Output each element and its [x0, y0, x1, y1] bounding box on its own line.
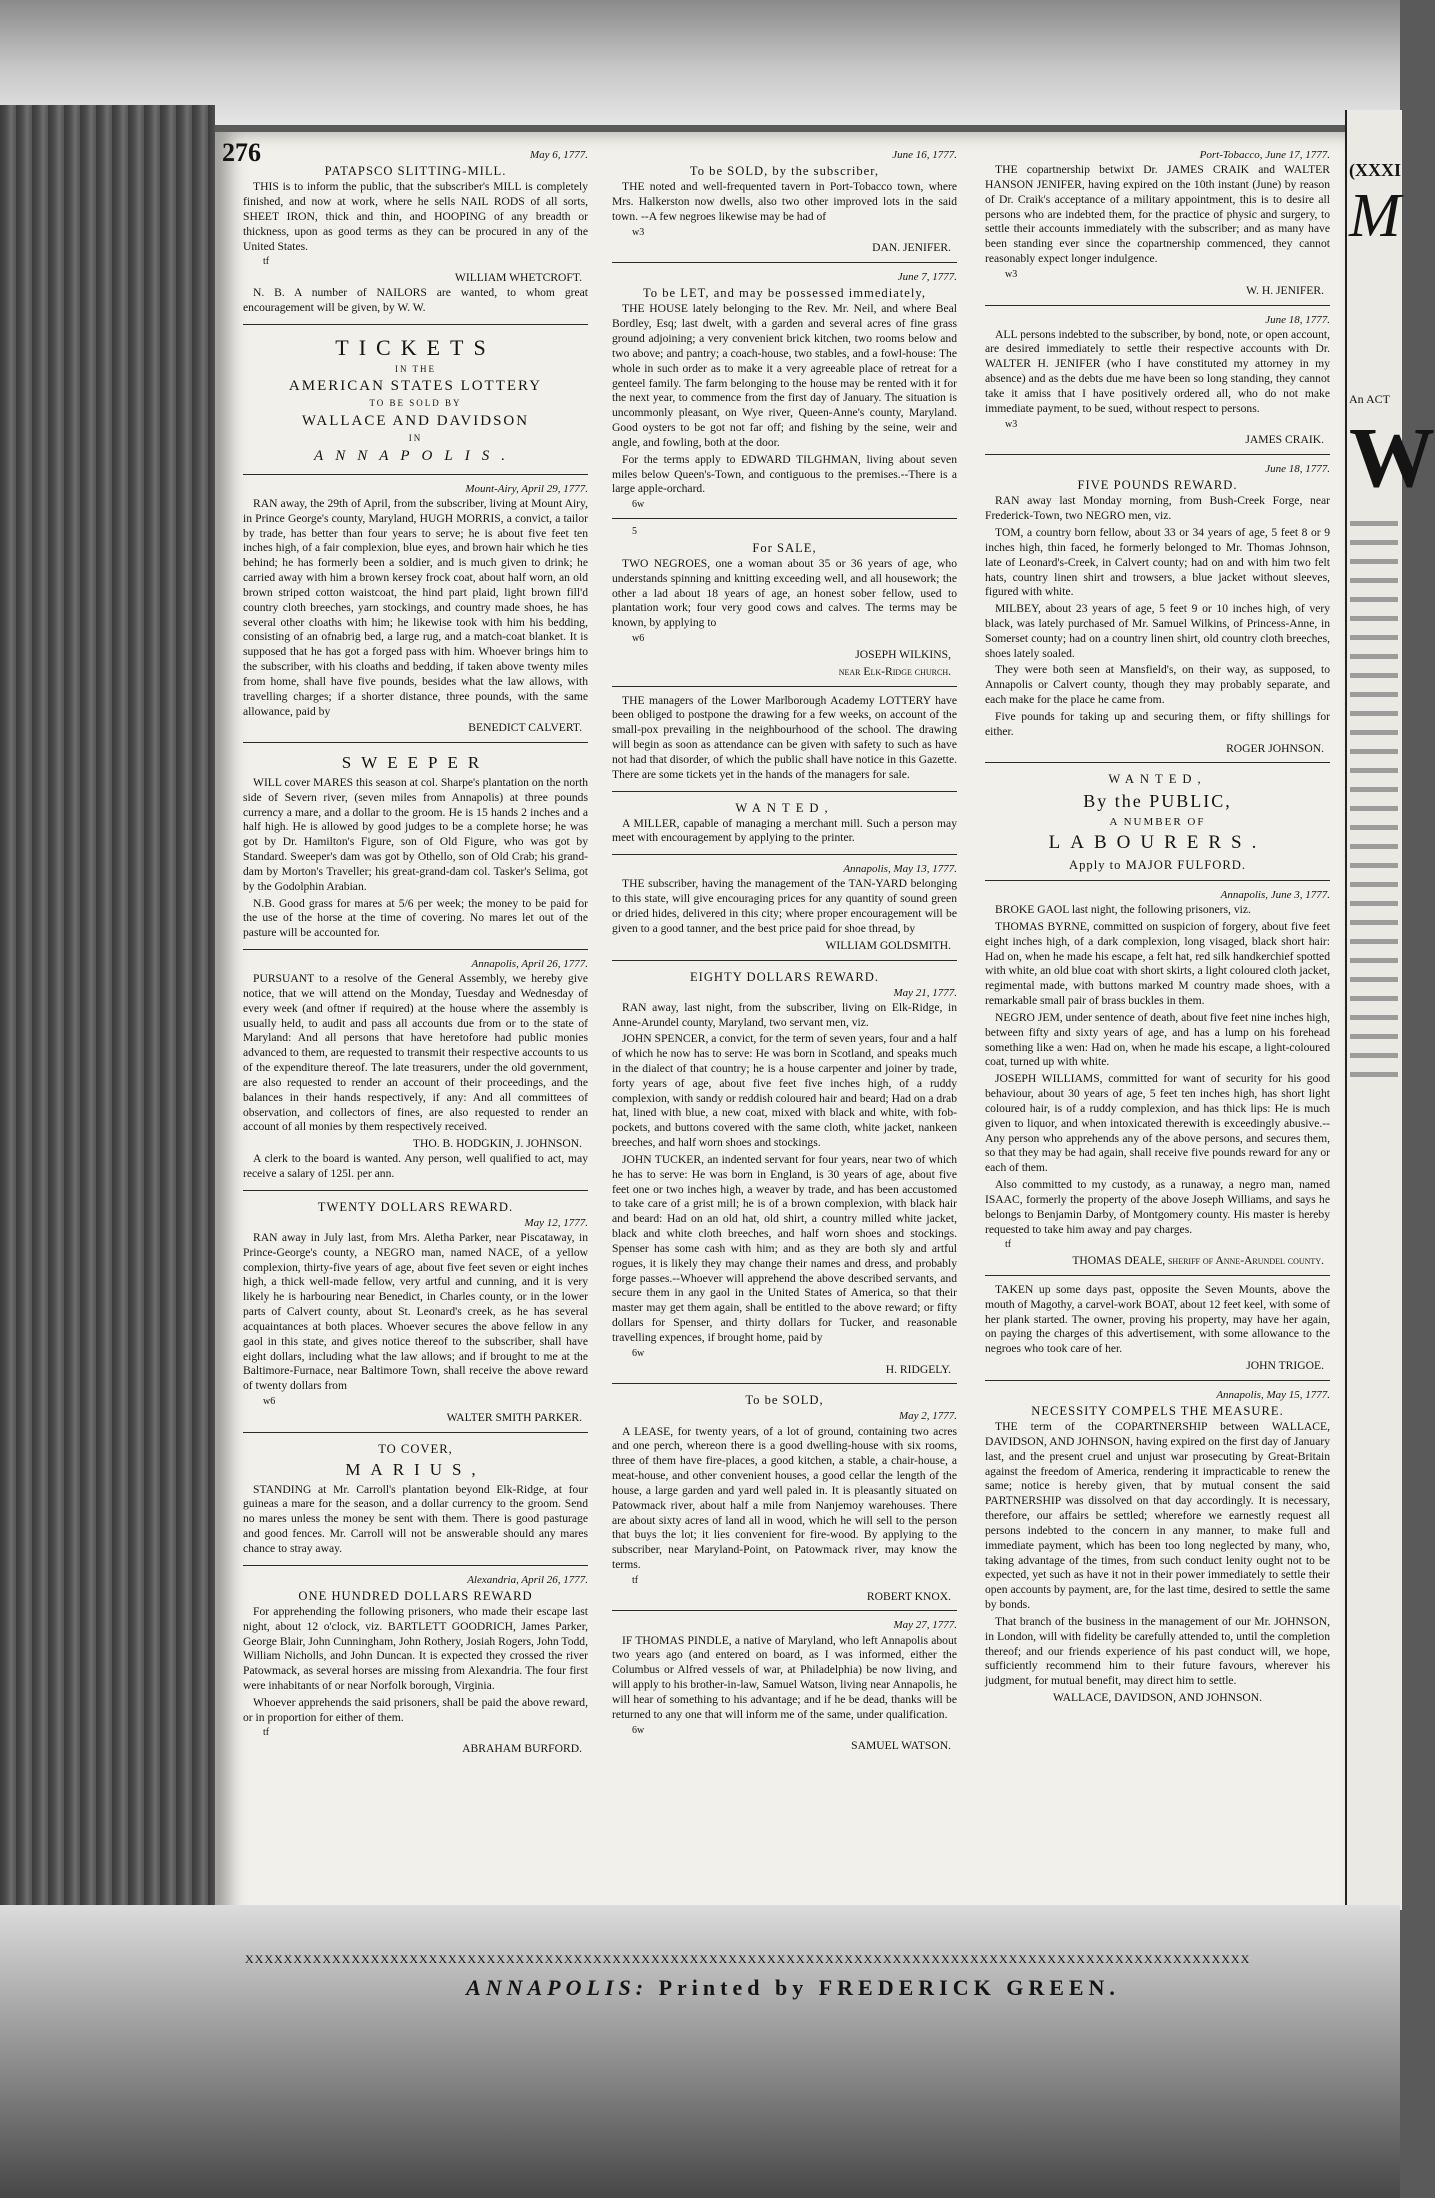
ad-heading: ONE HUNDRED DOLLARS REWARD — [298, 1588, 533, 1603]
city-name: ANNAPOLIS. — [314, 447, 517, 464]
ad-boat-taken-up — [985, 1280, 1330, 1381]
insertion-mark: tf — [632, 1574, 639, 1586]
ad-note: N.B. Good grass for mares at 5/6 per week; the money to be paid for the use of the horse at the time of covering. No mares let out of the pasture will be accounted for. — [243, 896, 588, 940]
lottery-name: AMERICAN STATES LOTTERY — [288, 378, 543, 395]
insertion-mark: 6w — [632, 499, 645, 511]
prisoner-williams: JOSEPH WILLIAMS, committed for want of security for his good behaviour, about 30 years of age, 5 feet ten inches high, has short light coloured hair, is of a ruddy complexion, and has thick lips: He is much given to liquor, and when intoxicated therewith is exceedingly abusive.--Any person who apprehends any of the above persons, and secures them, so that they may be had again, shall receive five pounds reward for any or each of them. — [985, 1072, 1330, 1175]
ad-debts-craik — [985, 310, 1330, 456]
ad-signature: JOHN TRIGOE. — [1246, 1359, 1324, 1373]
ad-body: THIS is to inform the public, that the subscriber's MILL is completely finished, and now at work, where he sells NAIL RODS of all sorts, SHEET IRON, thick and thin, and HOOPING of any breadth or thickness, upon as good terms as they can be procured in any of the United States. — [243, 180, 588, 253]
ad-lease-sale — [612, 1388, 957, 1611]
labourers-heading: LABOURERS. — [1048, 831, 1267, 853]
ad-body: THE subscriber, having the management of the TAN-YARD belonging to this state, will give encouraging prices for any quantity of sound green or dried hides, delivered in this city; where proper encouragement will be given to a good tanner, and the best price paid for shoe thread, by — [612, 877, 957, 935]
column-2 — [612, 145, 957, 1764]
ad-runaway-morris — [243, 479, 588, 743]
ad-heading: TWENTY DOLLARS REWARD. — [317, 1199, 514, 1214]
tickets-heading: TICKETS — [335, 334, 496, 360]
ad-eighty-dollars — [612, 965, 957, 1385]
ad-subhead: To be SOLD, by the subscriber, — [689, 164, 880, 179]
ad-body: RAN away in July last, from Mrs. Aletha Parker, near Piscataway, in Prince-George's county, a NEGRO man, named NACE, of a yellow complexion, thirty-five years of age, about five feet seven or eight inches high, a thick well-made fellow, very artful and cunning, and it is very likely he is harbouring near Benedict, in Charles county, or in the lower parts of Calvert county, about St. Leonard's creek, as he has several acquaintances at both places. Whoever secures the above fellow in any gaol in this state, and gives notice thereof to the subscriber, shall have eight dollars, including what the law allows; and if brought to me at the Baltimore-Furnace, near Baltimore Town, shall receive the above reward of twenty dollars from — [243, 1230, 588, 1393]
imprint-printer: Printed by FREDERICK GREEN. — [658, 1975, 1120, 2000]
ad-body: THE term of the COPARTNERSHIP between WALLACE, DAVIDSON, AND JOHNSON, having expired on the first day of January last, and the present cruel and unjust war prosecuting by Great-Britain against the freedom of America, rendering it impracticable to renew the same; notice is hereby given, that by mutual consent the said PARTNERSHIP was dissolved on that day accordingly. It is necessary, therefore, our affairs be settled; wherefore we earnestly request all persons indebted to the concern in any manner, to make full and immediate payment, which has been too long neglected by many, who, taking advantage of the times, from such conduct lenity ought not to be expected, yet such as have it not in their power immediately to settle their open accounts by payment, are, for the last time, desired to settle the same by bonds. — [985, 1420, 1330, 1612]
printer-imprint — [243, 1975, 1343, 2001]
ad-body: A MILLER, capable of managing a merchant mill. Such a person may meet with encouragement by applying to the printer. — [612, 816, 957, 845]
dateline: Annapolis, June 3, 1777. — [1220, 889, 1330, 902]
insertion-mark: 6w — [632, 1724, 645, 1736]
ad-note: N. B. A number of NAILORS are wanted, to whom great encouragement will be given, by W. W. — [243, 285, 588, 314]
dateline: Port-Tobacco, June 17, 1777. — [1199, 149, 1330, 161]
ad-body: WILL cover MARES this season at col. Sharpe's plantation on the north side of Severn river, (seven miles from Annapolis) at three pounds currency a mare, and a dollar to the groom. He is 15 hands 2 inches and a half high. He is allowed by good judges to be a complete horse; he was got by Dr. Hamilton's Figure, son of Old Figure, who was got by Standard. Sweeper's dam was got by Othello, son of Old Crab; his grand-dam by Morton's Traveller; his great-grand-dam col. Tasker's Selima, got by the Godolphin Arabian. — [243, 775, 588, 893]
imprint-city: ANNAPOLIS: — [466, 1975, 649, 2000]
ad-signature: JAMES CRAIK. — [1245, 433, 1324, 447]
dateline: Alexandria, April 26, 1777. — [467, 1573, 588, 1586]
dateline: Mount-Airy, April 29, 1777. — [465, 482, 588, 495]
ad-signature-location: near Elk-Ridge church. — [838, 664, 951, 678]
facing-page-edge — [1345, 110, 1435, 1910]
book-binding — [0, 105, 215, 1905]
runaway-milbey: MILBEY, about 23 years of age, 5 feet 9 or 10 inches high, of very black, was lately purchased of Mr. Samuel Wilkins, of Princess-Anne, in Somerset county; had on a country linen shirt, old country cloth breeches, shoes lately soaled. — [985, 602, 1330, 660]
facing-page-text-lines — [1347, 521, 1402, 1077]
scan-background-bottom — [0, 1905, 1400, 2198]
to-cover-label: TO COVER, — [378, 1441, 453, 1456]
prisoner-jem: NEGRO JEM, under sentence of death, about five feet nine inches high, between fifty and sixty years of age, and has a lump on his forehead something like a wen: Had on, when he made his escape, a light-coloured coat, turned up with white. — [985, 1010, 1330, 1069]
ad-body: TAKEN up some days past, opposite the Seven Mounts, above the mouth of Magothy, a carvel-work BOAT, about 12 feet keel, with some of her plank started. The owner, proving his property, may have her again, on paying the charges of this advertisement, with some allowance to the negroes who took care of her. — [985, 1283, 1330, 1356]
insertion-mark: tf — [1005, 1239, 1012, 1251]
dateline: June 18, 1777. — [1265, 463, 1330, 476]
in-the-label: IN THE — [394, 363, 437, 374]
ad-signature: ROBERT KNOX. — [866, 1589, 951, 1603]
runaway-tom: TOM, a country born fellow, about 33 or 34 years of age, 5 feet 8 or 9 inches high, thin faced, he formerly belonged to Mr. Thomas Johnson, late of Leonard's-Creek, in Calvert county; had on and with him two felt hats, country linen shirt and trowsers, a blue jacket without sleeves, figured with white. — [985, 526, 1330, 599]
ad-signature: H. RIDGELY. — [885, 1362, 951, 1376]
ad-signature: W. H. JENIFER. — [1246, 283, 1324, 297]
ad-general-assembly — [243, 954, 588, 1191]
ad-thomas-pindle — [612, 1615, 957, 1760]
dateline: May 12, 1777. — [524, 1216, 588, 1229]
ad-body: ALL persons indebted to the subscriber, by bond, note, or open account, are desired immediately to settle their respective accounts with Dr. WALTER H. JENIFER (who I have constituted my attorney in my absence) and as the debts due me have been so long standing, they cannot take it amiss that I have positively ordered all, who do not make immediate payment, to be sued, without respect to persons. — [985, 327, 1330, 415]
ad-signature: ROGER JOHNSON. — [1226, 741, 1324, 755]
ad-signature: ABRAHAM BURFORD. — [462, 1742, 582, 1756]
insertion-mark: w3 — [1005, 268, 1018, 280]
facing-page-header: (XXXI — [1349, 160, 1401, 180]
ad-signature: DAN. JENIFER. — [872, 241, 951, 255]
ad-miller-wanted — [612, 796, 957, 856]
column-1 — [243, 145, 588, 1767]
sold-by-label: TO BE SOLD BY — [369, 398, 462, 409]
ad-heading: FIVE POUNDS REWARD. — [1077, 478, 1238, 493]
ad-sweeper-stud — [243, 747, 588, 950]
ad-signature: WILLIAM WHETCROFT. — [454, 271, 582, 285]
ad-house-to-let — [612, 267, 957, 519]
insertion-mark: tf — [263, 256, 270, 268]
prisoner-byrne: THOMAS BYRNE, committed on suspicion of forgery, about five feet eight inches high, of a dark complexion, long visaged, black short hair: Had on, when he made his escape, a felt hat, red silk handkerchief spotted with white, an old blue coat with short skirts, a light coloured cloth jacket, regimental made, with buttons marked M country made shoes, with a remarkable small pair of brass buckles in them. — [985, 919, 1330, 1008]
ad-signature: THO. B. HODGKIN, J. JOHNSON. — [412, 1137, 582, 1151]
insertion-mark: w6 — [632, 633, 645, 645]
in-label: IN — [408, 433, 423, 444]
ad-negroes-sale — [612, 523, 957, 687]
ad-body: PURSUANT to a resolve of the General Assembly, we hereby give notice, that we will attend on the Monday, Tuesday and Wednesday of every week (and oftner if required) at the house where the assembly is usually held, to audit and pass all accounts due from or to the state of Maryland: And all persons that have heretofore had public monies advanced to them, are requested to transmit their respective accounts to us of the expenditure thereof. The late treasurers, under the old government, are also requested to render an account of their proceedings, and the balances in their hands respectively, if any: And all committees of observation, and collectors of fines, are also requested to render an account of all monies by them respectively received. — [243, 972, 588, 1134]
ad-broke-gaol — [985, 885, 1330, 1276]
ad-marius-stud — [243, 1437, 588, 1566]
dateline: May 21, 1777. — [893, 986, 957, 999]
dateline: June 7, 1777. — [897, 271, 957, 284]
ad-note: They were both seen at Mansfield's, on their way, as supposed, to Annapolis or Calvert county, though they may probably separate, and each make for the place he came from. — [985, 663, 1330, 707]
insertion-mark: w6 — [263, 1396, 276, 1408]
dateline: Annapolis, May 13, 1777. — [843, 863, 957, 876]
ad-signature: WALTER SMITH PARKER. — [446, 1410, 582, 1424]
ad-subhead: To be SOLD, — [745, 1393, 824, 1408]
ad-note: A clerk to the board is wanted. Any person, well qualified to act, may receive a salary of 125l. per ann. — [243, 1152, 588, 1180]
ad-copartnership-craik — [985, 145, 1330, 306]
ad-body: THE copartnership betwixt Dr. JAMES CRAIK and WALTER HANSON JENIFER, having expired on the 10th instant (June) by reason of Dr. Craik's acceptance of a military appointment, this is to desire all persons who are indebted them, for the practice of physic and surgery, to settle their accounts immediately with the subscriber; and as many have been standing ever since the copartnership commenced, they cannot reasonably expect longer indulgence. — [985, 163, 1330, 266]
insertion-mark: w3 — [1005, 418, 1018, 430]
page-number: 276 — [222, 138, 261, 167]
ad-academy-lottery — [612, 691, 957, 792]
ad-necessity-compels — [985, 1385, 1330, 1712]
ad-note: For the terms apply to EDWARD TILGHMAN, living about seven miles below Queen's-Town, and contiguous to the premises.--There is a large apple-orchard. — [612, 452, 957, 496]
ad-body: A LEASE, for twenty years, of a lot of ground, containing two acres and one perch, whereon there is a good dwelling-house with six rooms, three of them have fire-places, a good kitchen, a stable, a chair-house, a meat-house, and other convenient houses, a good cellar the length of the house, a large garden and yard well paled in. It is pleasantly situated on Patowmack river, about half a mile from Nanjemoy warehouses. There are about sixty acres of land all in wood, which he will sell to the person that buys the lot; it lies convenient for fire-wood. By applying to the subscriber, near Maryland-Point, on Patowmack river, may know the terms. — [612, 1424, 957, 1571]
ad-five-pounds — [985, 459, 1330, 763]
wanted-heading: WANTED, — [1108, 772, 1207, 787]
facing-page-initial: M — [1349, 182, 1401, 250]
sellers-name: WALLACE AND DAVIDSON — [301, 412, 530, 429]
ad-body: THE HOUSE lately belonging to the Rev. Mr. Neil, and where Beal Bordley, Esq; last dwelt, with a garden and several acres of fine grass ground adjoining; a very convenient brick kitchen, two rooms below and two above; and pantry; a coach-house, two stables, and a fowl-house: The whole in such order as to make it a very agreeable place of retreat for a genteel family. The farm belonging to the house may be rented with it for the next year, to commence from the first day of January. The situation is uncommonly pleasant, on Wye river, Queen-Anne's county, Maryland. Good oysters to be got not far off; and fishing by the seine, weir and angle, and fowling, both at the door. — [612, 302, 957, 449]
ad-body: RAN away, last night, from the subscriber, living on Elk-Ridge, in Anne-Arundel county, Maryland, two servant men, viz. — [612, 1000, 957, 1029]
dateline: June 16, 1777. — [892, 149, 957, 161]
servant-spencer: JOHN SPENCER, a convict, for the term of seven years, four and a half of which he now has to serve: He was born in Scotland, and speaks much in the dialect of that country; he is a house carpenter and joiner by trade, forty years of age, about five feet five inches high, of a ruddy complexion, with sandy or reddish coloured hair and beard; Had on a drab hat, lined with blue, a new coat, mixed with black and white, with fob-pockets, and buttons covered with the same cloth, white jacket, nankeen breeches, and half worn shoes and stockings. — [612, 1032, 957, 1150]
ad-body: STANDING at Mr. Carroll's plantation beyond Elk-Ridge, at four guineas a mare for the season, and a dollar currency to the groom. Send no mares unless the money be sent with them. There is good pasturage and good fences. Mr. Carroll will not be answerable should any mares chance to stray away. — [243, 1482, 588, 1555]
ad-tavern-sale — [612, 145, 957, 263]
dateline: May 27, 1777. — [893, 1619, 957, 1632]
ad-heading: WANTED, — [735, 800, 834, 815]
insertion-mark-top: 5 — [632, 526, 637, 538]
ad-signature: THOMAS DEALE, sheriff of Anne-Arundel county. — [1072, 1254, 1324, 1268]
ad-note: Whoever apprehends the said prisoners, shall be paid the above reward, or in proportion for either of them. — [243, 1695, 588, 1724]
ad-lottery-tickets — [243, 329, 588, 475]
column-3 — [985, 145, 1330, 1716]
ad-body: BROKE GAOL last night, the following prisoners, viz. — [995, 903, 1251, 917]
a-number-of: A NUMBER OF — [1109, 815, 1206, 828]
insertion-mark: tf — [263, 1727, 270, 1739]
ad-subhead: To be LET, and may be possessed immediately, — [642, 286, 927, 301]
runaway-isaac: Also committed to my custody, as a runaway, a negro man, named ISAAC, formerly the property of the above Joseph Williams, and says he belongs to Benjamin Darby, of Montgomery county. His master is hereby requested to take him away and pay charges. — [985, 1178, 1330, 1236]
ad-runaway-nace — [243, 1195, 588, 1433]
insertion-mark: 6w — [632, 1347, 645, 1359]
ad-signature: WILLIAM GOLDSMITH. — [825, 938, 951, 952]
ad-signature: WALLACE, DAVIDSON, AND JOHNSON. — [1052, 1691, 1263, 1705]
ad-signature: SAMUEL WATSON. — [851, 1739, 951, 1753]
dateline: Annapolis, May 15, 1777. — [1216, 1388, 1330, 1401]
ad-patapsco-mill — [243, 145, 588, 325]
dateline: May 6, 1777. — [529, 149, 588, 161]
ad-heading: For SALE, — [752, 540, 817, 555]
ad-escaped-prisoners — [243, 1570, 588, 1763]
insertion-mark: w3 — [632, 226, 645, 238]
ad-body: RAN away, the 29th of April, from the subscriber, living at Mount Airy, in Prince George's county, Maryland, HUGH MORRIS, a convict, a tailor by trade, has better than four years to serve; he is about five feet ten inches high, of a fair complexion, blue eyes, and brown hair which he ties behind; he has formerly been a soldier, and is much given to drink; he carried away with him a brown kersey frock coat, about half worn, an old brown striped cotton waistcoat, the hind part plaid, light brown fill'd country cloth breeches, yarn stockings, and country made shoes, he has several other cloaths with him; he likewise took with him his bedding, consisting of an ofnabrig bed, a large rug, and a match-coat blanket. It is supposed that he has got a forged pass with him. Whoever brings him to the subscriber, with his cloaths and bedding, if taken above twenty miles from home, shall have five pounds, besides what the law allows, with travelling charges; if a shorter distance, three pounds, with the same allowance, paid by — [243, 496, 588, 718]
ad-signature: JOSEPH WILKINS, — [855, 647, 951, 661]
ad-heading: NECESSITY COMPELS THE MEASURE. — [1031, 1404, 1284, 1419]
ad-labourers-wanted — [985, 767, 1330, 881]
ad-body: IF THOMAS PINDLE, a native of Maryland, who left Annapolis about two years ago (and entered on board, as I was informed, either the Columbus or Alfred vessels of war, at Philadelphia) be now living, and will apply to his brother-in-law, Samuel Watson, living near Annapolis, he will hear of something to his advantage; and if he be dead, thanks will be returned to any one that will inform me of the same, under qualification. — [612, 1633, 957, 1721]
ornamental-rule: XXXXXXXXXXXXXXXXXXXXXXXXXXXXXXXXXXXXXXXXXXXXXXXXXXXXXXXXXXXXXXXXXXXXXXXXXXXXXXXXXXXXXXXXXXXXXXXXXXXXXXXX — [245, 1952, 1251, 1966]
ad-body: TWO NEGROES, one a woman about 35 or 36 years of age, who understands spinning and knitting exceeding well, and all housework; the other a lad about 18 years of age, an honest sober fellow, used to plantation work; four very good cows and calves. The terms may be known, by applying to — [612, 556, 957, 630]
ad-tan-yard — [612, 859, 957, 960]
by-the-public: By the PUBLIC, — [1083, 790, 1232, 811]
dateline: May 2, 1777. — [898, 1410, 957, 1423]
ad-signature: BENEDICT CALVERT. — [468, 721, 582, 735]
ad-heading: EIGHTY DOLLARS REWARD. — [689, 969, 880, 984]
facing-page-act-label: An ACT — [1349, 392, 1391, 406]
ad-body: For apprehending the following prisoners, who made their escape last night, about 12 o'clock, viz. BARTLETT GOODRICH, James Parker, George Blair, John Cunningham, John Rothery, Josiah Rogers, John Todd, William Nicholls, and John Duncan. It is expected they crossed the river Patowmack, as several horses are missing from Alexandria. The four first were inhabitants of or near Norfolk borough, Virginia. — [243, 1604, 588, 1692]
ad-note: That branch of the business in the management of our Mr. JOHNSON, in London, will with fidelity be carefully attended to, until the completion thereof; and our friends experience of his past conduct will, we hope, sufficiently recommend him to their future favours, wherever his judgment, for mutual benefit, may direct him to settle. — [985, 1614, 1330, 1688]
ad-body: THE managers of the Lower Marlborough Academy LOTTERY have been obliged to postpone the drawing for a few weeks, on account of the small-pox prevailing in the neighbourhood of the school. The drawing will begin as soon as attendance can be given with safety to such as have not had that disorder, of which the public shall have notice in this Gazette. There are some tickets yet in the hands of the managers for sale. — [612, 693, 957, 781]
ad-note-reward: Five pounds for taking up and securing them, or fifty shillings for either. — [985, 709, 1330, 738]
servant-tucker: JOHN TUCKER, an indented servant for four years, near two of which he has to serve: He was born in England, is 30 years of age, about five feet one or two inches high, a weaver by trade, and has been accustomed to take care of a grist mill; he is of a brown complexion, with black hair and beard: Had on an old hat, old shirt, a country milled white jacket, black and white cloth breeches, and half worn shoes and stockings. Spenser has some cash with him; and as they are both sly and artful rogues, it is likely they may change their names and dress, and probably forge passes.--Whoever will apprehend the above described servants, and secure them in any gaol in the United States of America, so that their master may get them again, shall be entitled to the above reward; or fifty dollars for Spenser, and thirty dollars for Tucker, and reasonable travelling expences, if brought home, paid by — [612, 1152, 957, 1344]
ad-body: THE noted and well-frequented tavern in Port-Tobacco town, where Mrs. Halkerston now dwells, also two other improved lots in the said town. --A few negroes likewise may be had of — [612, 180, 957, 223]
ad-body: RAN away last Monday morning, from Bush-Creek Forge, near Frederick-Town, two NEGRO men, viz. — [985, 494, 1330, 523]
dateline: Annapolis, April 26, 1777. — [471, 958, 588, 971]
facing-page-drop-cap: W — [1349, 409, 1435, 505]
ad-heading: SWEEPER — [341, 753, 490, 773]
ad-heading: PATAPSCO SLITTING-MILL. — [324, 164, 507, 179]
apply-to: Apply to MAJOR FULFORD. — [1069, 857, 1246, 872]
dateline: June 18, 1777. — [1265, 313, 1330, 326]
ad-heading: MARIUS, — [345, 1459, 486, 1479]
